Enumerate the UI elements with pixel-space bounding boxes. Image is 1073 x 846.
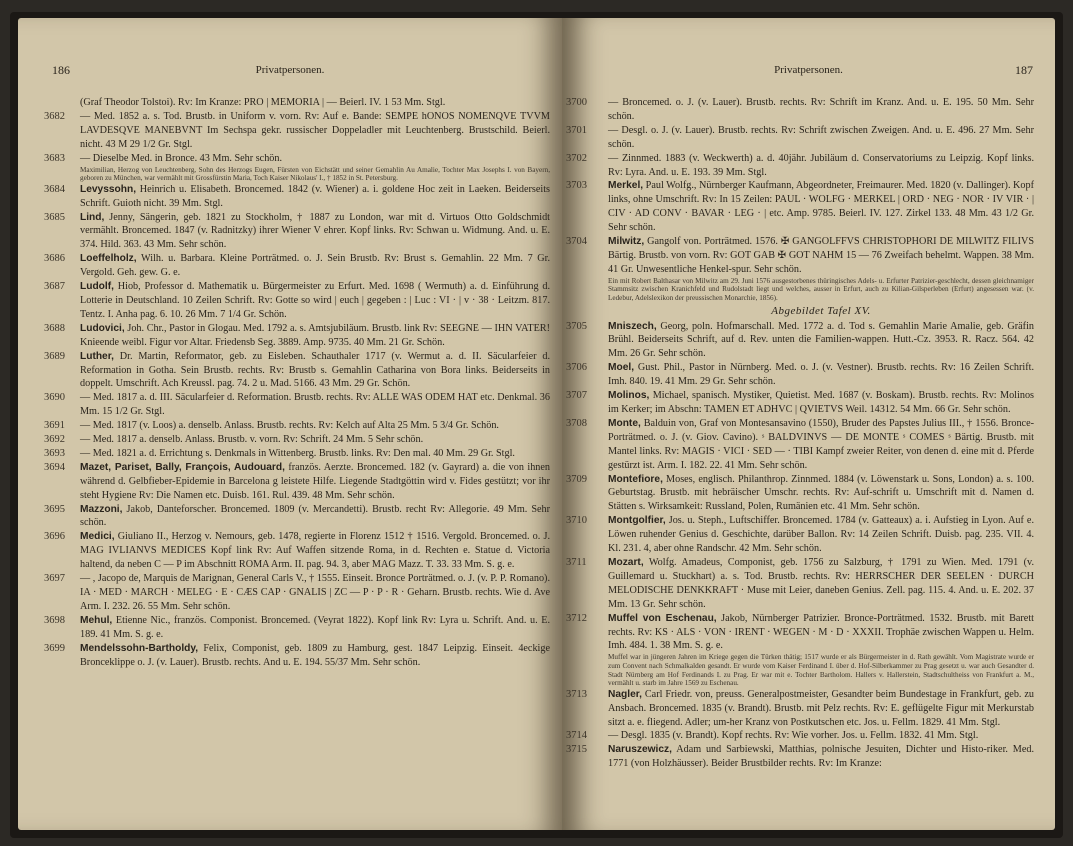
entry-number: 3702 bbox=[566, 152, 587, 164]
book-spread bbox=[10, 12, 1063, 838]
entry-description bbox=[80, 152, 550, 166]
catalog-entry bbox=[566, 729, 1034, 743]
catalog-entry bbox=[44, 461, 550, 503]
entry-name: Montefiore, bbox=[608, 473, 663, 485]
entry-description bbox=[608, 389, 1034, 417]
entry-text: — Med. 1817 a. d. III. Säcularfeier d. Reformation. Brustb. rechts. Rv: ALLE WAS ODEM HAT etc. Denkmal. 36 Mm. 15 1/2 Gr. Stgl. bbox=[80, 392, 550, 418]
catalog-entry bbox=[44, 419, 550, 433]
entry-name: Levyssohn, bbox=[80, 183, 137, 195]
entry-number: 3693 bbox=[44, 447, 65, 459]
catalog-entry bbox=[566, 389, 1034, 417]
catalog-entry bbox=[44, 572, 550, 614]
entry-number: 3683 bbox=[44, 152, 65, 164]
entry-number: 3713 bbox=[566, 688, 587, 700]
entry-text: Balduin von, Graf von Montesansavino (1550), Bruder des Papstes Julius III., † 1556. Bronce-Porträtmed. o. J. (v. Giov. Cavino). ˢ BALDVINVS — DE MONTE ˢ COMES ˢ Bärtig. Brustb. mit Mantel links. Rv: MAGIS · VICI · SED — · TIBI Kampf zweier Reiter, von denen d. eine mit d. Pferde gestürzt ist. Arm. I. 182. 22. 41 Mm. Sehr schön. bbox=[608, 417, 1034, 471]
entry-text: Jos. u. Steph., Luftschiffer. Broncemed. 1784 (v. Gatteaux) a. i. Aufstieg in Lyon. Auf e. Löwen ruhender Genius d. Geschichte, darüber Ballon. Rv: 14 Zeilen Schrift. Duisb. pag. 235. VII. 4. Kl. 231. 4, aber ohne Randschr. 42 Mm. Sehr schön. bbox=[608, 515, 1034, 555]
entry-text: Wilh. u. Barbara. Kleine Porträtmed. o. J. Sein Brustb. Rv: Brust s. Gemahlin. 22 Mm. 7 Gr. Vergold. Geh. gew. G. e. bbox=[80, 253, 550, 279]
entry-description bbox=[80, 530, 550, 572]
entry-number: 3692 bbox=[44, 434, 65, 446]
entry-description bbox=[80, 96, 550, 110]
entry-name: Lind, bbox=[80, 211, 105, 223]
entry-number: 3691 bbox=[44, 420, 65, 432]
entry-name: Milwitz, bbox=[608, 236, 645, 248]
left-page-header bbox=[18, 64, 562, 80]
entry-number: 3694 bbox=[44, 461, 65, 473]
entry-text: französ. Aerzte. Broncemed. 182 (v. Gayrard) a. die von ihnen während d. Gelbfieber-Epidemie in Barcelona g leistete Hilfe. Liegende Stadtgöttin wird v. Fides gestützt; vor ihr steht Hygiene Rv: Die Namen etc. Duisb. 161. Rul. 439. 48 Mm. Sehr schön. bbox=[80, 461, 550, 501]
entry-text: Giuliano II., Herzog v. Nemours, geb. 1478, regierte in Florenz 1512 † 1516. Vergold. Broncemed. o. J. MAG IVLIANVS MEDICES Kopf link Rv: Auf Waffen sitzende Roma, in d. Rechten e. Statue d. Victoria haltend, da neben C — P im Abschnitt ROMA Arm. II. pag. 94. 3, aber MAG Mazz. T. 33. 33 Mm. S. g. e. bbox=[80, 531, 550, 571]
entry-name: Naruszewicz, bbox=[608, 744, 672, 756]
catalog-entry bbox=[566, 124, 1034, 152]
catalog-entry bbox=[44, 503, 550, 531]
entry-number: 3709 bbox=[566, 473, 587, 485]
entry-text: Wolfg. Amadeus, Componist, geb. 1756 zu Salzburg, † 1791 zu Wien. Med. 1791 (v. Guillemard u. Stuckhart) a. s. Tod. Brustb. rechts. Rv: HERRSCHER DER SEELEN · DURCH MELODISCHE DENKKRAFT · Muse mit Leier, daneben Genius. Zell. pag. 115. 4. And. u. E. 202. 37 Mm. 13 Gr. Sehr schön. bbox=[608, 556, 1034, 610]
entry-number: 3699 bbox=[44, 642, 65, 654]
entry-description bbox=[80, 461, 550, 503]
catalog-entry bbox=[566, 152, 1034, 180]
entry-number: 3706 bbox=[566, 362, 587, 374]
entry-number: 3684 bbox=[44, 183, 65, 195]
entry-number: 3697 bbox=[44, 573, 65, 585]
entry-number: 3715 bbox=[566, 744, 587, 756]
entry-text: — , Jacopo de, Marquis de Marignan, General Carls V., † 1555. Einseit. Bronce Porträtmed. o. J. (v. P. P. Romano). IA · MED · MARCH · MELEG · E · CÆS CAP · GNALIS | ZC — P · P · R · Geharn. Brustb. rechts. Wie d. Ave Arm. I. 232. 26. 55 Mm. Sehr schön. bbox=[80, 573, 550, 612]
catalog-entry bbox=[566, 556, 1034, 612]
entry-name: Mendelssohn-Bartholdy, bbox=[80, 642, 199, 654]
entry-number: 3714 bbox=[566, 730, 587, 742]
catalog-entry bbox=[566, 320, 1034, 362]
entry-text: — Med. 1852 a. s. Tod. Brustb. in Uniform v. vorn. Rv: Auf e. Bande: SEMPE hONOS NOMENQVE TVVM LAVDESQVE MANEBVNT Im Sechspa gekr. russischer Doppeladler mit Leuchtenberg. Brustschild. Beierl. nicht. 43 M 29 1/2 Gr. Stgl. bbox=[80, 110, 550, 150]
catalog-entry bbox=[44, 211, 550, 253]
entry-description bbox=[80, 503, 550, 531]
catalog-entry bbox=[566, 514, 1034, 556]
entry-name: Molinos, bbox=[608, 390, 650, 402]
entry-number: 3682 bbox=[44, 110, 65, 122]
entry-text: Jenny, Sängerin, geb. 1821 zu Stockholm, † 1887 zu London, war mit d. Virtuos Otto Goldschmidt vermählt. Broncemed. 1847 (v. Radnitzky) ihrer Wiener V ehrer. Kopf links. Rv: Schwan u. Widmung. And. u. E. 374. Hild. 363. 43 Mm. Sehr schön. bbox=[80, 211, 550, 251]
entry-text: Georg, poln. Hofmarschall. Med. 1772 a. d. Tod s. Gemahlin Marie Amalie, geb. Gräfin Brühl. Beiderseits Schrift, auf d. Rev. unten die Familien-wappen. Hutt.-Cz. 3953. R. Racz. 564. 42 Mm. 26 Gr. Sehr schön. bbox=[608, 320, 1034, 360]
catalog-entry bbox=[566, 612, 1034, 654]
entry-text: Adam und Sarbiewski, Matthias, polnische Jesuiten, Dichter und Histo-riker. Med. 1771 (von Holzhäusser). Beider Brustbilder rechts. Rv: Im Kranze: bbox=[608, 744, 1034, 770]
entry-text: Felix, Componist, geb. 1809 zu Hamburg, gest. 1847 Leipzig. Einseit. 4eckige Bronceklippe o. J. (v. Lauer). Brustb. rechts. And u. E. 194. 55/37 Mm. Sehr schön. bbox=[80, 642, 550, 668]
entry-description bbox=[80, 211, 550, 253]
entry-name: Monte, bbox=[608, 417, 641, 429]
entry-name: Mozart, bbox=[608, 556, 644, 568]
entry-text: — Broncemed. o. J. (v. Lauer). Brustb. rechts. Rv: Schrift im Kranz. And. u. E. 195. 50 Mm. Sehr schön. bbox=[608, 97, 1034, 122]
right-page-header bbox=[562, 64, 1055, 80]
entry-description bbox=[608, 612, 1034, 654]
entry-number: 3690 bbox=[44, 392, 65, 404]
entry-name: Muffel von Eschenau, bbox=[608, 612, 717, 624]
catalog-entry bbox=[44, 152, 550, 166]
entry-name: Mazzoni, bbox=[80, 503, 123, 515]
entry-name: Medici, bbox=[80, 531, 115, 543]
catalog-entry bbox=[44, 280, 550, 322]
entry-number: 3705 bbox=[566, 320, 587, 332]
entry-description bbox=[80, 642, 550, 670]
left-running-head: Privatpersonen. bbox=[255, 64, 325, 76]
entry-text: Jakob, Nürnberger Patrizier. Bronce-Porträtmed. 1532. Brustb. mit Barett rechts. Rv: KS · ALS · VON · IRENT · WEGEN · M · D · XXXII. Trophäe zwischen Wappen u. Helm. Imh. 484. 1. 38 Mm. S. g. e. bbox=[608, 612, 1034, 652]
entry-description bbox=[80, 350, 550, 392]
entry-text: — Med. 1817 a. denselb. Anlass. Brustb. v. vorn. Rv: Schrift. 24 Mm. 5 Sehr schön. bbox=[80, 434, 424, 446]
catalog-entry bbox=[44, 110, 550, 152]
entry-name: Mehul, bbox=[80, 614, 113, 626]
entry-number: 3711 bbox=[566, 556, 587, 568]
catalog-entry bbox=[44, 96, 550, 110]
entry-name: Moel, bbox=[608, 362, 635, 374]
entry-text: Carl Friedr. von, preuss. Generalpostmeister, Gesandter beim Bundestage in Frankfurt, geb. zu Ansbach. Broncemed. 1835 (v. Brandt). Brustb. mit Pelz rechts. Rv: E. geflügelte Figur mit Merkurstab sitzt a. e. fliegend. Adler; um-her Kranz von Postkutschen etc. Jos. u. Fellm. 1829. 41 Mm. Stgl. bbox=[608, 688, 1034, 728]
entry-name: Mniszech, bbox=[608, 320, 657, 332]
entry-text: — Dieselbe Med. in Bronce. 43 Mm. Sehr schön. bbox=[80, 152, 283, 164]
catalog-entry bbox=[44, 252, 550, 280]
catalog-entry bbox=[566, 473, 1034, 515]
entry-description bbox=[608, 179, 1034, 235]
catalog-entry bbox=[566, 743, 1034, 771]
entry-text: — Desgl. 1835 (v. Brandt). Kopf rechts. Rv: Wie vorher. Jos. u. Fellm. 1832. 41 Mm. Stgl. bbox=[608, 730, 979, 742]
entry-text: Michael, spanisch. Mystiker, Quietist. Med. 1687 (v. Boskam). Brustb. rechts. Rv: Molinos im Kerker; im Abschn: TAMEN ET ADHVC | QVIETVS Weil. 14312. 54 Mm. 66 Gr. Sehr schön. bbox=[608, 390, 1034, 415]
entry-description bbox=[608, 688, 1034, 730]
entry-text: — Desgl. o. J. (v. Lauer). Brustb. rechts. Rv: Schrift zwischen Zweigen. And. u. E. 496. 27 Mm. Sehr schön. bbox=[608, 124, 1034, 150]
catalog-entry bbox=[44, 530, 550, 572]
catalog-entry bbox=[566, 361, 1034, 389]
entry-description bbox=[608, 556, 1034, 612]
catalog-entry bbox=[566, 235, 1034, 277]
entry-description bbox=[80, 614, 550, 642]
entry-description bbox=[80, 252, 550, 280]
entry-description bbox=[608, 729, 1034, 743]
plate-reference: Abgebildet Tafel XV. bbox=[771, 304, 871, 317]
entry-name: Ludovici, bbox=[80, 322, 125, 334]
catalog-entry bbox=[566, 417, 1034, 473]
entry-description bbox=[608, 473, 1034, 515]
entry-number: 3696 bbox=[44, 531, 65, 543]
entry-name: Merkel, bbox=[608, 180, 644, 192]
entry-text: — Med. 1817 (v. Loos) a. denselb. Anlass. Brustb. rechts. Rv: Kelch auf Alta 25 Mm. 5 3/4 Gr. Schön. bbox=[80, 420, 499, 432]
catalog-entry bbox=[44, 183, 550, 211]
catalog-entry bbox=[44, 350, 550, 392]
catalog-entry bbox=[44, 322, 550, 350]
right-page bbox=[562, 18, 1055, 830]
catalog-entry bbox=[44, 614, 550, 642]
entry-number: 3688 bbox=[44, 322, 65, 334]
entry-description bbox=[608, 417, 1034, 473]
entry-number: 3689 bbox=[44, 350, 65, 362]
entry-description bbox=[80, 572, 550, 614]
catalog-entry bbox=[566, 179, 1034, 235]
entry-text: Joh. Chr., Pastor in Glogau. Med. 1792 a. s. Amtsjubiläum. Brustb. link Rv: SEEGNE — IHN VATER! Knieende weibl. Figur vor Altar. Friedensb Seg. 3889. Amp. 9735. 40 Mm. 21 Gr. Schön. bbox=[80, 322, 550, 348]
right-page-number: 187 bbox=[1015, 63, 1033, 77]
entry-text: Gust. Phil., Pastor in Nürnberg. Med. o. J. (v. Vestner). Brustb. rechts. Rv: 16 Zeilen Schrift. Imh. 840. 19. 41 Mm. 29 Gr. Sehr schön. bbox=[608, 362, 1034, 388]
entry-name: Ludolf, bbox=[80, 281, 114, 293]
entry-description bbox=[80, 322, 550, 350]
entry-description bbox=[608, 124, 1034, 152]
entry-description bbox=[80, 433, 550, 447]
left-page bbox=[18, 18, 562, 830]
catalog-entry bbox=[44, 391, 550, 419]
entry-number: 3707 bbox=[566, 390, 587, 402]
entry-text: — Med. 1821 a. d. Errichtung s. Denkmals in Wittenberg. Brustb. links. Rv: Den mal. 40 Mm. 29 Gr. Stgl. bbox=[80, 447, 515, 459]
entry-name: Montgolfier, bbox=[608, 515, 666, 527]
entry-name: Loeffelholz, bbox=[80, 253, 137, 265]
left-entries bbox=[44, 96, 550, 669]
footnote: Maximilian, Herzog von Leuchtenberg, Sohn des Herzogs Eugen, Fürsten von Eichstätt und seiner Gemahlin Au Amalie, Tochter Max Josephs I. von Bayern, geboren zu München, war vermählt mit Grossfürstin Maria, Toch Kaiser Nikolaus' I., † 1852 in St. Petersburg. bbox=[80, 165, 550, 183]
entry-name: Luther, bbox=[80, 350, 114, 362]
entry-name: Nagler, bbox=[608, 688, 642, 700]
entry-description bbox=[608, 514, 1034, 556]
footnote: Ein mit Robert Balthasar von Milwitz am 29. Juni 1576 ausgestorbenes thüringisches Adels- u. Erfurter Patrizier-geschlecht, dessen gleichnamiger Stammsitz zwischen Kranichfeld und Rudolstadt liegt und welches, ausser in Erfurt, auch zu Kilian-Gilsperleben (Erfurt) angesessen war. (v. Ledebur, Adelslexikon der preussischen Monarchie, 1856). bbox=[608, 276, 1034, 302]
entry-description bbox=[608, 320, 1034, 362]
entry-number: 3685 bbox=[44, 211, 65, 223]
entry-description bbox=[608, 152, 1034, 180]
entry-description bbox=[608, 96, 1034, 124]
entry-description bbox=[608, 235, 1034, 277]
left-page-number: 186 bbox=[52, 63, 70, 77]
catalog-entry bbox=[44, 447, 550, 461]
right-running-head: Privatpersonen. bbox=[774, 64, 843, 76]
entry-description bbox=[80, 391, 550, 419]
entry-description bbox=[80, 447, 550, 461]
entry-text: Jakob, Danteforscher. Broncemed. 1809 (v. Mercandetti). Brustb. recht Rv: Allegorie. 49 Mm. Sehr schön. bbox=[80, 503, 550, 529]
entry-number: 3686 bbox=[44, 253, 65, 265]
entry-description bbox=[80, 280, 550, 322]
entry-text: — Zinnmed. 1883 (v. Weckwerth) a. d. 40jähr. Jubiläum d. Conservatoriums zu Leipzig. Kopf links. Rv: Lyra. And. u. E. 193. 39 Mm. Stgl. bbox=[608, 152, 1034, 178]
entry-description bbox=[608, 743, 1034, 771]
entry-description bbox=[80, 110, 550, 152]
catalog-entry bbox=[566, 688, 1034, 730]
entry-name: Mazet, Pariset, Bally, François, Audouard, bbox=[80, 461, 285, 473]
catalog-entry bbox=[566, 96, 1034, 124]
entry-text: Dr. Martin, Reformator, geb. zu Eisleben. Schauthaler 1717 (v. Wermut a. d. II. Säcularfeier d. Reformation in Gotha. Sein Brustb. rechts. Rv: Brustb s. Gemahlin Catharina von Bora links. Beiderseits in doppelt. Umschrift. Ach Kreussl. pag. 74. 2 u. Mad. 5166. 43 Mm. 29 Gr. Schön. bbox=[80, 350, 550, 390]
catalog-entry bbox=[44, 642, 550, 670]
entry-text: Paul Wolfg., Nürnberger Kaufmann, Abgeordneter, Freimaurer. Med. 1820 (v. Dallinger). Kopf links, ohne Umschrift. Rv: In 15 Zeilen: PAUL · WOLFG · MERKEL | ORD · NEG · NOR · IV VIR · | CIV · AD CONV · BAVAR · LEG · | etc. Amp. 9785. Beierl. IV. 127. Zirkel 133. 48 Mm. 43 1/2 Gr. Sehr schön. bbox=[608, 180, 1034, 234]
entry-text: Hiob, Professor d. Mathematik u. Bürgermeister zu Erfurt. Med. 1698 ( Wermuth) a. d. Einführung d. Lotterie in Deutschland. 10 Zeilen Schrift. Rv: Gotte so wird | euch | gegeben : | Luc : VI · | v · 38 · Leitzm. 817. Tentz. I. Anha pag. 6. 10. 26 Mm. 7 1/4 Gr. Schön. bbox=[80, 281, 550, 320]
entry-text: (Graf Theodor Tolstoi). Rv: Im Kranze: PRO | MEMORIA | — Beierl. IV. 1 53 Mm. Stgl. bbox=[80, 97, 446, 108]
entry-description bbox=[80, 419, 550, 433]
entry-number: 3708 bbox=[566, 417, 587, 429]
entry-number: 3700 bbox=[566, 97, 587, 108]
entry-number: 3695 bbox=[44, 503, 65, 515]
entry-number: 3698 bbox=[44, 614, 65, 626]
entry-text: Gangolf von. Porträtmed. 1576. ✠ GANGOLFFVS CHRISTOPHORI DE MILWITZ FILIVS Bärtig. Brustb. von vorn. Rv: GOT GAB ✠ GOT NAHM 15 — 76 Zweifach behelmt. Wappen. 38 Mm. 41 Gr. Unwesentliche Henkel-spur. Sehr schön. bbox=[608, 236, 1034, 275]
entry-text: Heinrich u. Elisabeth. Broncemed. 1842 (v. Wiener) a. i. goldene Hoc zeit in Laeken. Beiderseits Schrift. Guioth nicht. 39 Mm. Stgl. bbox=[80, 183, 550, 209]
entry-description bbox=[80, 183, 550, 211]
entry-text: Moses, englisch. Philanthrop. Zinnmed. 1884 (v. Löwenstark u. Sons, London) a. s. 100. Geburtstag. Brustb. mit hebräischer Umschr. rechts. Rv: Auf-schrift u. Umschrift mit d. Namen d. Stätten s. Wirksamkeit: Russland, Polen, Rumänien etc. 41 Mm. Sehr schön. bbox=[608, 473, 1034, 513]
entry-number: 3701 bbox=[566, 124, 587, 136]
right-entries bbox=[566, 96, 1034, 771]
entry-number: 3687 bbox=[44, 281, 65, 293]
entry-description bbox=[608, 361, 1034, 389]
entry-number: 3703 bbox=[566, 180, 587, 192]
entry-number: 3712 bbox=[566, 612, 587, 624]
catalog-entry bbox=[44, 433, 550, 447]
entry-text: Etienne Nic., französ. Componist. Broncemed. (Veyrat 1822). Kopf link Rv: Lyra u. Schrift. And. u. E. 189. 41 Mm. S. g. e. bbox=[80, 614, 550, 640]
entry-number: 3710 bbox=[566, 515, 587, 527]
footnote: Muffel war in jüngeren Jahren im Kriege gegen die Türken thätig; 1517 wurde er als Bürgermeister in d. Rath gewählt. Vom Magistrate wurde er zum Convent nach Schmalkalden gesandt. Er wurde vom Kaiser Ferdinand I. über d. Hof-Silberkammer zu Prag gesetzt u. war auch Gesandter d. Stadt Nürnberg am Hof Ferdinands I. zu Prag. Er war mit e. Tochter Bartholom. Hallers v. Hallerstein, Stadtschultheiss von Frankfurt a. M., vermählt u. starb im Jahre 1569 zu Eschenau. bbox=[608, 653, 1034, 688]
entry-number: 3704 bbox=[566, 236, 587, 248]
